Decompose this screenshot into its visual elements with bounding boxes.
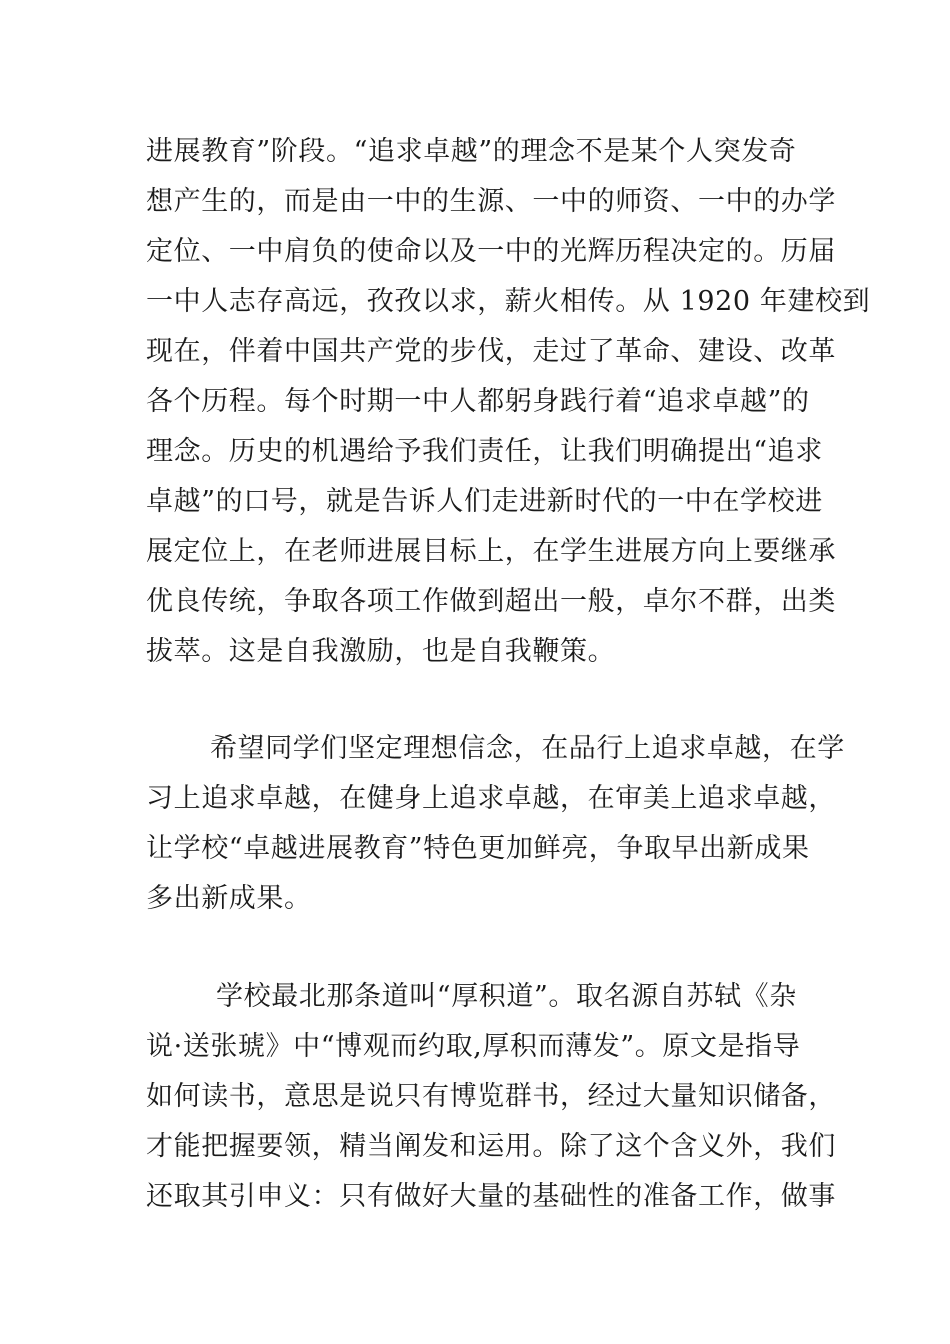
text-line: 各个历程。每个时期一中人都躬身践行着“追求卓越”的 <box>146 386 810 417</box>
text-line: 学校最北那条道叫“厚积道”。取名源自苏轼《杂 <box>216 981 797 1012</box>
text-line: 希望同学们坚定理想信念，在品行上追求卓越，在学 <box>210 733 845 764</box>
text-line: 拔萃。这是自我激励，也是自我鞭策。 <box>146 636 616 667</box>
text-line: 说·送张琥》中“博观而约取,厚积而薄发”。原文是指导 <box>146 1031 801 1062</box>
text-line: 才能把握要领，精当阐发和运用。除了这个含义外，我们 <box>146 1131 836 1162</box>
text-line: 理念。历史的机遇给予我们责任，让我们明确提出“追求 <box>146 436 823 467</box>
text-line: 现在，伴着中国共产党的步伐，走过了革命、建设、改革 <box>146 336 836 367</box>
text-line: 进展教育”阶段。“追求卓越”的理念不是某个人突发奇 <box>146 136 797 167</box>
text-line: 让学校“卓越进展教育”特色更加鲜亮，争取早出新成果 <box>146 833 810 864</box>
text-line: 想产生的，而是由一中的生源、一中的师资、一中的办学 <box>146 186 836 217</box>
text-line: 多出新成果。 <box>146 883 312 914</box>
text-line: 还取其引申义：只有做好大量的基础性的准备工作，做事 <box>146 1181 836 1212</box>
text-line: 一中人志存高远，孜孜以求，薪火相传。从 1920 年建校到 <box>146 286 871 317</box>
text-line: 卓越”的口号，就是告诉人们走进新时代的一中在学校进 <box>146 486 823 517</box>
text-line: 定位、一中肩负的使命以及一中的光辉历程决定的。历届 <box>146 236 836 267</box>
text-line: 优良传统，争取各项工作做到超出一般，卓尔不群，出类 <box>146 586 836 617</box>
text-line: 习上追求卓越，在健身上追求卓越，在审美上追求卓越， <box>146 783 836 814</box>
text-line: 展定位上，在老师进展目标上，在学生进展方向上要继承 <box>146 536 836 567</box>
text-line: 如何读书，意思是说只有博览群书，经过大量知识储备， <box>146 1081 836 1112</box>
